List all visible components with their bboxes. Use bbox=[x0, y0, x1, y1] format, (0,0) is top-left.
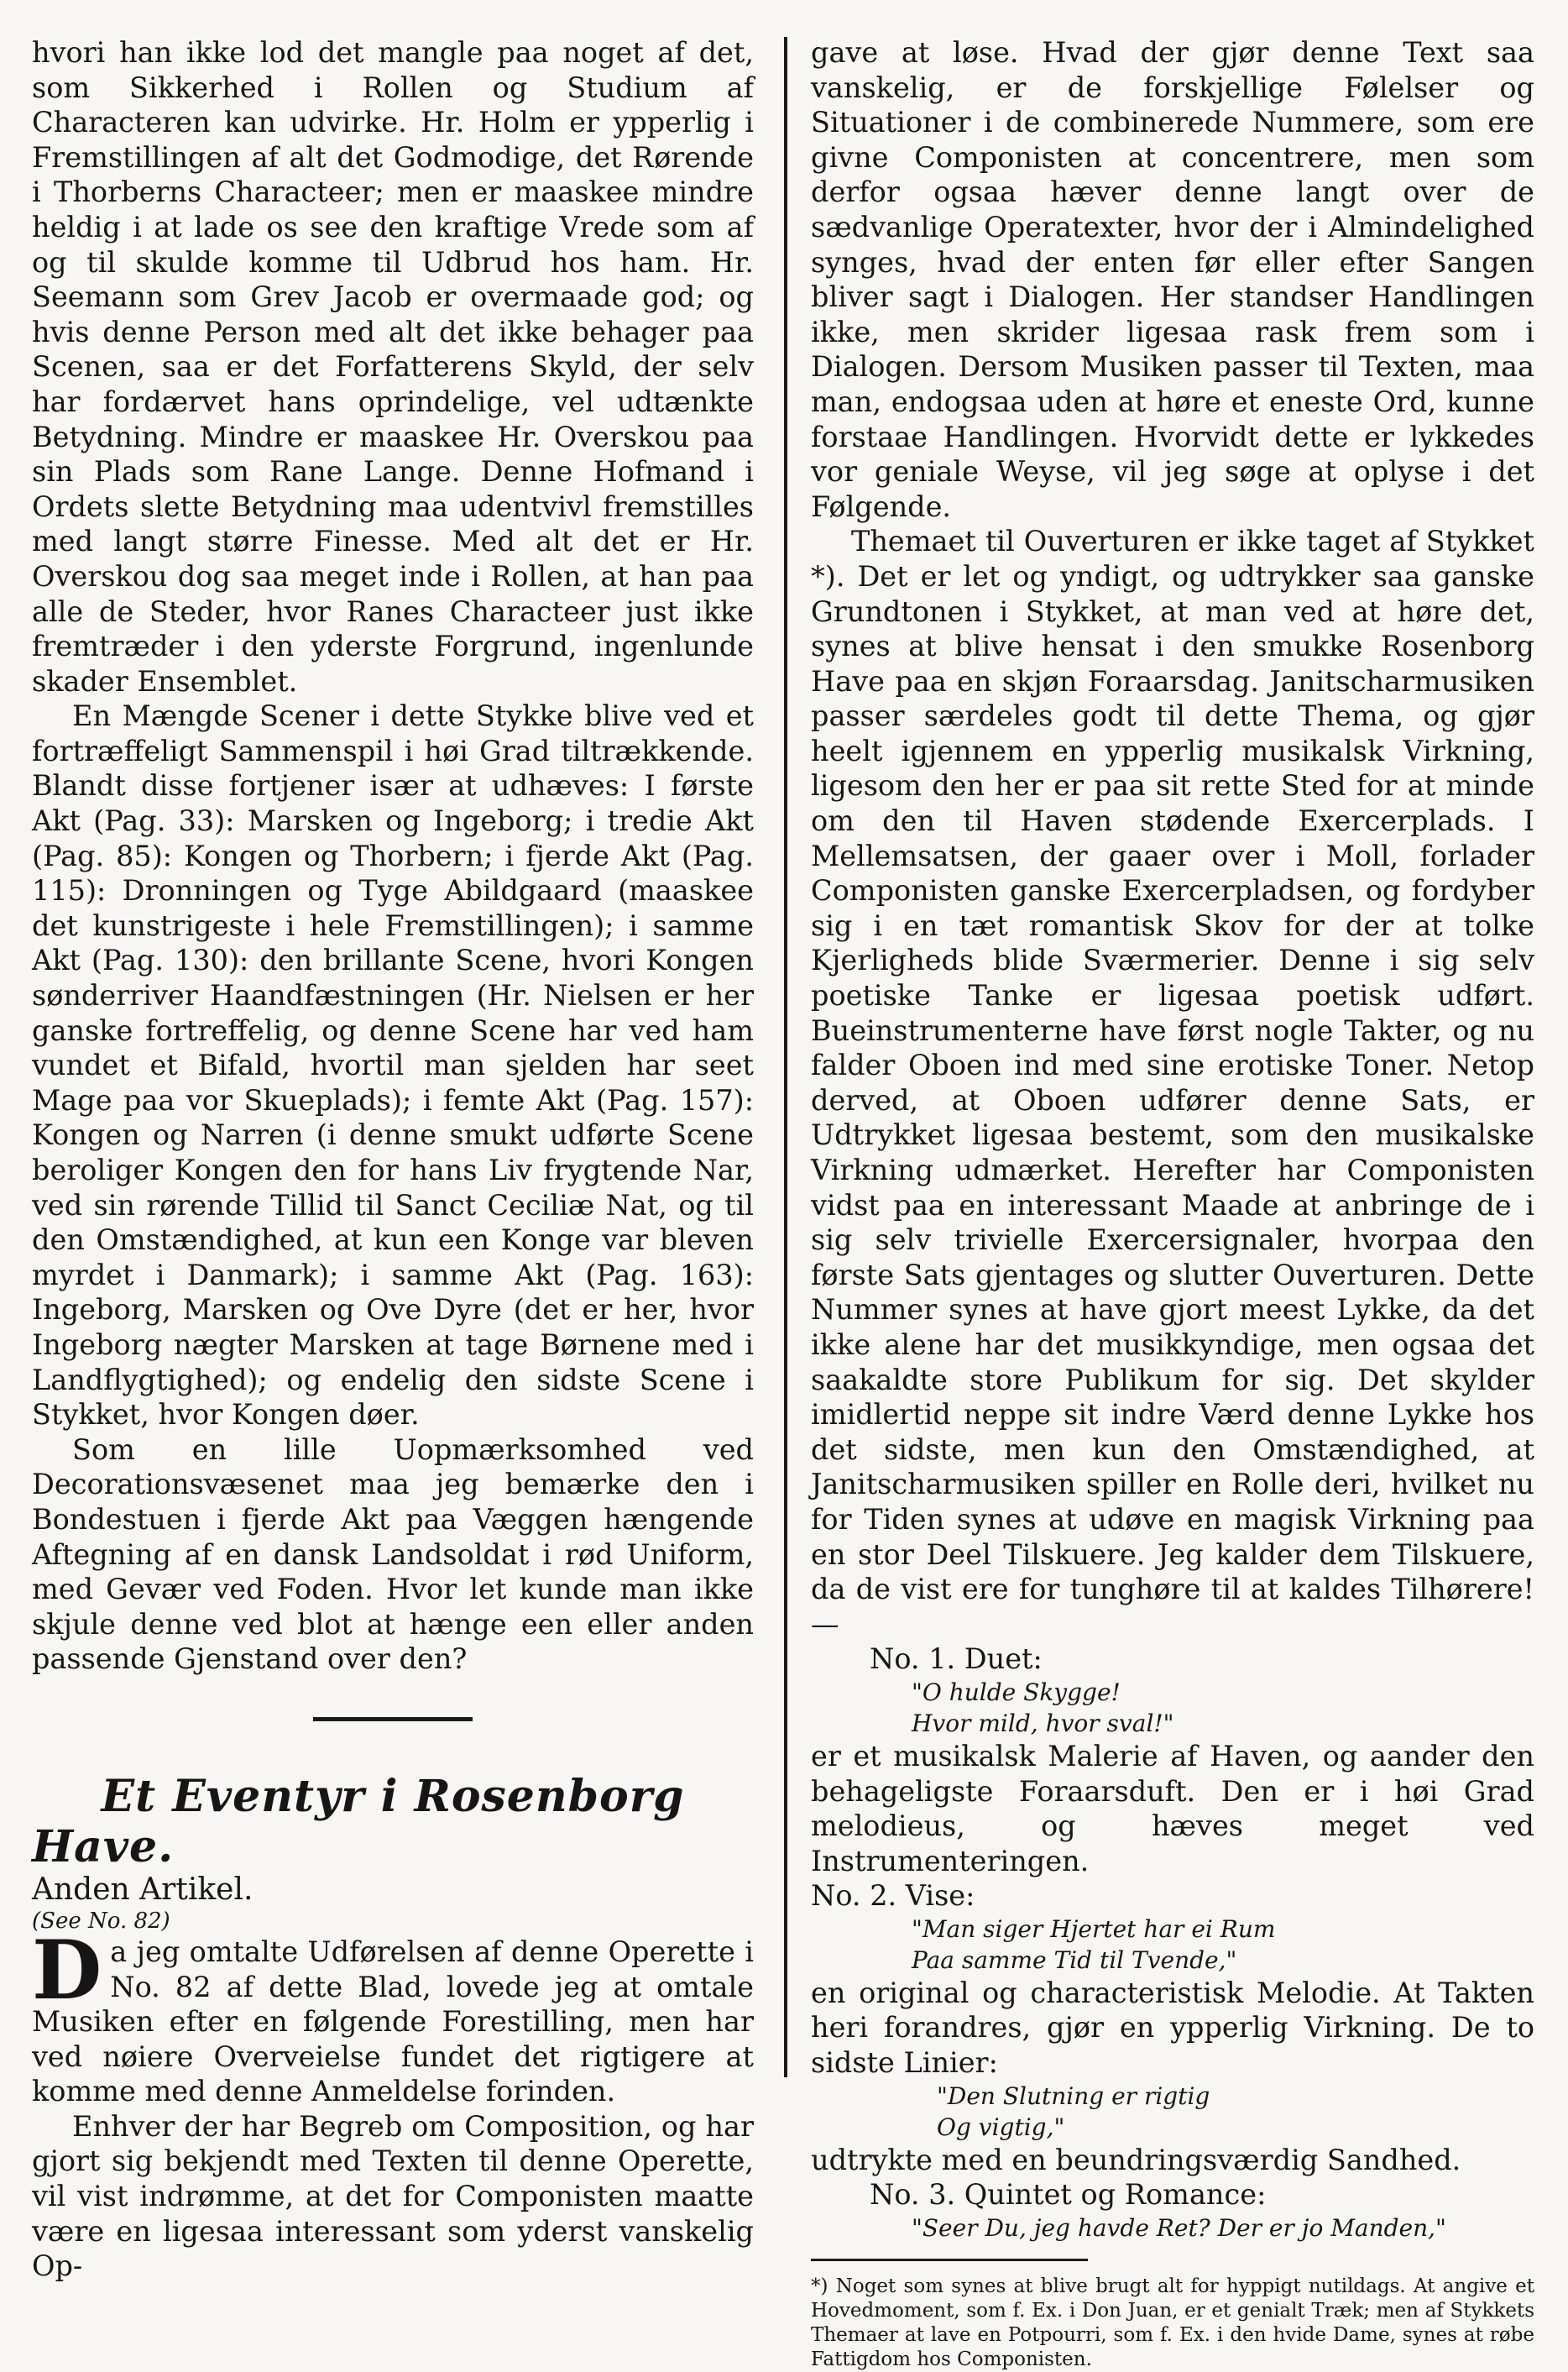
number-commentary: en original og characteristisk Melodie. At Takten heri forandres, gjør en ypperlig Virkning. De to sidste Linier: bbox=[811, 1976, 1534, 2080]
continuation-paragraph: Enhver der har Begreb om Composition, og har gjort sig bekjendt med Texten til denne Operette, vil vist indrømme, at det for Componisten maatte være en ligesaa interessant som yderst vanskelig Op- bbox=[32, 2109, 754, 2283]
right-column bbox=[811, 35, 1534, 2372]
lyric-quote: Paa samme Tid til Tvende," bbox=[912, 1945, 1237, 1974]
number-label: No. 1. Duet: bbox=[870, 1642, 1043, 1676]
lyric-quote: "Seer Du, jeg havde Ret? Der er jo Manden," bbox=[912, 2213, 1446, 2242]
review-paragraph: Som en lille Uopmærksomhed ved Decorationsvæsenet maa jeg bemærke den i Bondestuen i fjerde Akt paa Væggen hængende Aftegning af en dansk Landsoldat i rød Uniform, med Gevær ved Foden. Hvor let kunde man ikke skjule denne ved blot at hænge een eller anden passende Gjenstand over den? bbox=[32, 1432, 754, 1676]
section-divider bbox=[313, 1717, 473, 1721]
article-reference: (See No. 82) bbox=[32, 1908, 170, 1934]
lyric-quote: "O hulde Skygge! bbox=[912, 1678, 1121, 1706]
review-paragraph: hvori han ikke lod det mangle paa noget af det, som Sikkerhed i Rollen og Studium af Characteren kan udvirke. Hr. Holm er ypperlig i Fremstillingen af alt det Godmodige, det Rørende i Thorberns Characteer; men er maaskee mindre heldig i at lade os see den kraftige Vrede som af og til skulde komme til Udbrud hos ham. Hr. Seemann som Grev Jacob er overmaade god; og hvis denne Person med alt det ikke behager paa Scenen, saa er det Forfatterens Skyld, der selv har fordærvet hans oprindelige, vel udtænkte Betydning. Mindre er maaskee Hr. Overskou paa sin Plads som Rane Lange. Denne Hofmand i Ordets slette Betydning maa udentvivl fremstilles med langt større Finesse. Med alt det er Hr. Overskou dog saa meget inde i Rollen, at han paa alle de Steder, hvor Ranes Characteer just ikke fremtræder i den yderste Forgrund, ingenlunde skader Ensemblet. bbox=[32, 36, 754, 698]
overture-paragraph: Themaet til Ouverturen er ikke taget af Stykket *). Det er let og yndigt, og udtrykker saa ganske Grundtonen i Stykket, at man ved at høre det, synes at blive hensat i den smukke Rosenborg Have paa en skjøn Foraarsdag. Janitscharmusiken passer særdeles godt til dette Thema, og gjør heelt igjennem en ypperlig musikalsk Virkning, ligesom den her er paa sit rette Sted for at minde om den til Haven stødende Exercerplads. I Mellemsatsen, der gaaer over i Moll, forlader Componisten ganske Exercerpladsen, og fordyber sig i en tæt romantisk Skov for der at tolke Kjerligheds blide Sværmerier. Denne i sig selv poetiske Tanke er ligesaa poetisk udført. Bueinstrumenterne have først nogle Takter, og nu falder Oboen ind med sine erotiske Toner. Netop derved, at Oboen udfører denne Sats, er Udtrykket ligesaa bestemt, som den musikalske Virkning udmærket. Herefter har Componisten vidst paa en interessant Maade at anbringe de i sig selv trivielle Exercersignaler, hvorpaa den første Sats gjentages og slutter Ouverturen. Dette Nummer synes at have gjort meest Lykke, da det ikke alene har det musikkyndige, men ogsaa det saakaldte store Publikum for sig. Det skylder imidlertid neppe sit indre Værd denne Lykke hos det sidste, men kun den Omstændighed, at Janitscharmusiken spiller en Rolle deri, hvilket nu for Tiden synes at udøve en magisk Virkning paa en stor Deel Tilskuere. Jeg kalder dem Tilskuere, da de vist ere for tunghøre til at kaldes Tilhørere! — bbox=[811, 525, 1534, 1641]
column-rule bbox=[784, 37, 787, 2077]
music-paragraph: gave at løse. Hvad der gjør denne Text saa vanskelig, er de forskjellige Følelser og Situationer i de combinerede Nummere, som ere givne Componisten at concentrere, men som derfor ogsaa hæver denne langt over de sædvanlige Operatexter, hvor der i Almindelighed synges, hvad der enten før eller efter Sangen bliver sagt i Dialogen. Her standser Handlingen ikke, men skrider ligesaa rask frem som i Dialogen. Dersom Musiken passer til Texten, maa man, endogsaa uden at høre et eneste Ord, kunne forstaae Handlingen. Hvorvidt dette er lykkedes vor geniale Weyse, vil jeg søge at oplyse i det Følgende. bbox=[811, 36, 1534, 523]
article-title: Et Eventyr i Rosenborg Have. bbox=[32, 1770, 685, 1872]
number-label: No. 2. Vise: bbox=[811, 1879, 975, 1913]
review-paragraph: En Mængde Scener i dette Stykke blive ved et fortræffeligt Sammenspil i høi Grad tiltrækkende. Blandt disse fortjener især at udhæves: I første Akt (Pag. 33): Marsken og Ingeborg; i tredie Akt (Pag. 85): Kongen og Thorbern; i fjerde Akt (Pag. 115): Dronningen og Tyge Abildgaard (maaskee det kunstrigeste i hele Fremstillingen); i samme Akt (Pag. 130): den brillante Scene, hvori Kongen sønderriver Haandfæstningen (Hr. Nielsen er her ganske fortreffelig, og denne Scene har ved ham vundet et Bifald, hvortil man sjelden har seet Mage paa vor Skueplads); i femte Akt (Pag. 157): Kongen og Narren (i denne smukt udførte Scene beroliger Kongen den for hans Liv frygtende Nar, ved sin rørende Tillid til Sanct Ceciliæ Nat, og til den Omstændighed, at kun een Konge var bleven myrdet i Danmark); i samme Akt (Pag. 163): Ingeborg, Marsken og Ove Dyre (det er her, hvor Ingeborg nægter Marsken at tage Børnene med i Landflygtighed); og endelig den sidste Scene i Stykket, hvor Kongen døer. bbox=[32, 699, 754, 1432]
intro-text: a jeg omtalte Udførelsen af denne Operette i No. 82 af dette Blad, lovede jeg at omtale Musiken efter en følgende Forestilling, men har ved nøiere Overveielse fundet det rigtigere at komme med denne Anmeldelse forinden. bbox=[32, 1935, 754, 2108]
lyric-quote: Hvor mild, hvor sval!" bbox=[912, 1709, 1174, 1737]
intro-paragraph bbox=[32, 1922, 754, 2109]
number-commentary: udtrykte med en beundringsværdig Sandhed. bbox=[811, 2143, 1461, 2176]
article-subtitle: Anden Artikel. bbox=[32, 1872, 253, 1907]
lyric-quote: "Den Slutning er rigtig bbox=[937, 2081, 1210, 2110]
drop-cap: D bbox=[32, 1922, 102, 2018]
number-label: No. 3. Quintet og Romance: bbox=[870, 2178, 1267, 2212]
lyric-quote: "Man siger Hjertet har ei Rum bbox=[912, 1914, 1276, 1943]
number-commentary: er et musikalsk Malerie af Haven, og aander den behageligste Foraarsduft. Den er i høi Grad melodieus, og hæves meget ved Instrumenteringen. bbox=[811, 1739, 1534, 1877]
footnote: *) Noget som synes at blive brugt alt for hyppigt nutildags. At angive et Hovedmoment, som f. Ex. i Don Juan, er et genialt Træk; men af Stykkets Themaer at lave en Potpourri, som f. Ex. i den hvide Dame, synes at røbe Fattigdom hos Componisten. bbox=[811, 2275, 1534, 2370]
left-column bbox=[32, 35, 754, 2284]
lyric-quote: Og vigtig," bbox=[937, 2113, 1065, 2141]
footnote-rule bbox=[811, 2259, 1088, 2261]
